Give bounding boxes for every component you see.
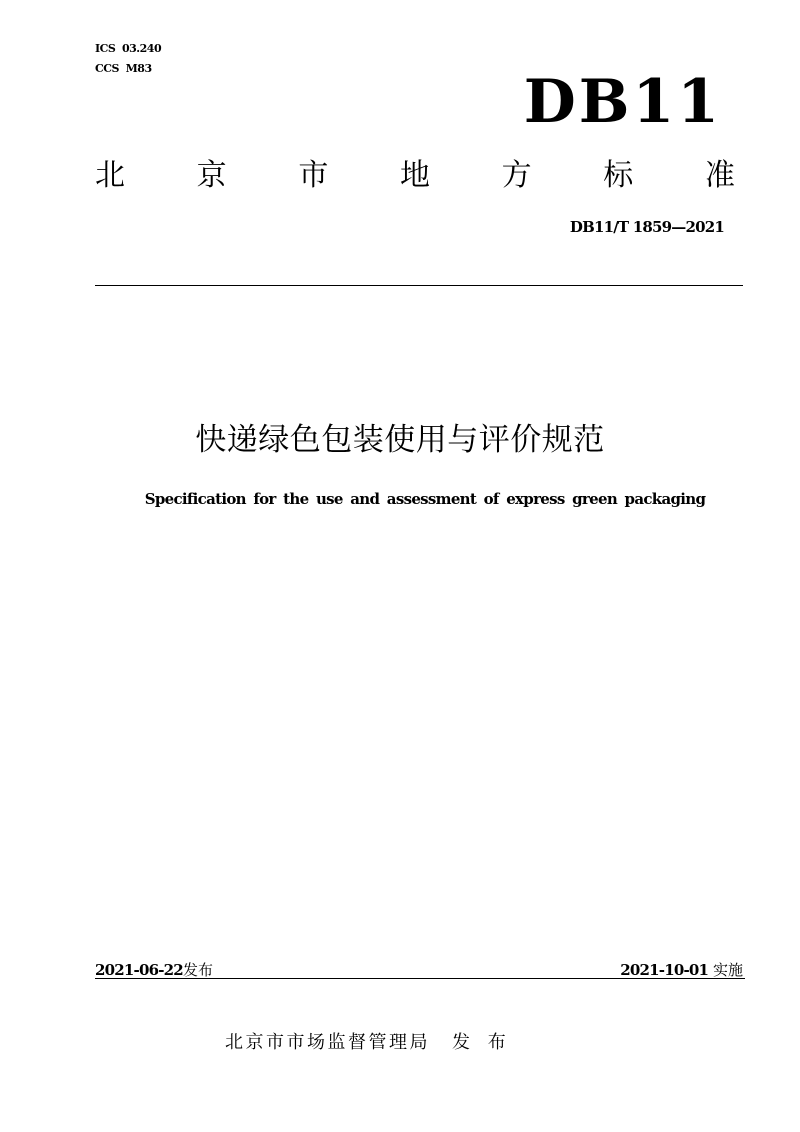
implementation-date: 2021-10-01 [620,961,709,979]
document-title-english: Specification for the use and assessment of express green packaging [144,490,706,508]
standard-type-char: 标 [603,158,634,193]
publisher-name: 北京市市场监督管理局 [225,1032,430,1053]
standard-type-char: 地 [399,158,430,193]
standard-type-char: 方 [501,158,532,193]
standard-type-char: 京 [196,158,227,193]
publisher-line [225,1030,512,1056]
publisher-action: 发 布 [452,1032,512,1053]
ics-code: ICS 03.240 [95,42,162,55]
document-title-chinese: 快递绿色包装使用与评价规范 [195,422,605,458]
issue-label: 发布 [182,961,213,979]
standard-number: DB11/T 1859—2021 [569,218,724,236]
implementation-date-line [620,960,743,980]
standard-type-char: 准 [704,158,735,193]
footer-divider [95,978,745,979]
ccs-code: CCS M83 [95,62,152,75]
standard-type-char: 北 [95,158,125,193]
standard-type-heading [95,156,735,196]
db-standard-mark: DB11 [523,67,722,137]
standard-type-char: 市 [298,158,329,193]
header-divider [95,285,743,286]
issue-date-line [95,960,213,980]
issue-date: 2021-06-22 [95,961,183,979]
implementation-label: 实施 [712,961,743,979]
